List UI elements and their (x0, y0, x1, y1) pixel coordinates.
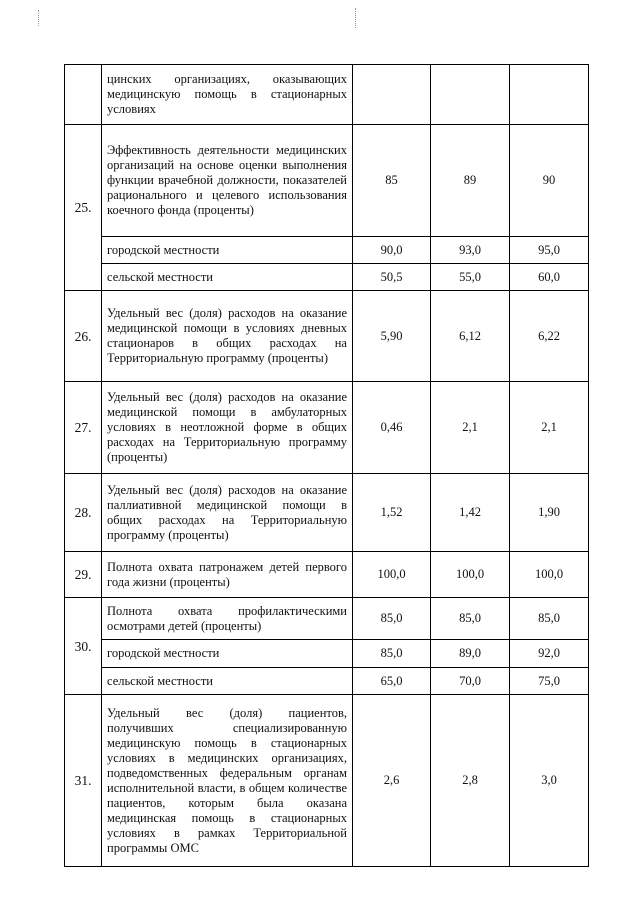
table-row (65, 640, 589, 668)
row-number-cell: 27. (65, 382, 102, 474)
value-cell: 2,8 (431, 695, 510, 867)
value-cell: 6,22 (510, 291, 589, 382)
table-row (65, 65, 589, 125)
table-row (65, 382, 589, 474)
value-cell: 90 (510, 125, 589, 237)
table-row (65, 291, 589, 382)
value-cell: 89 (431, 125, 510, 237)
indicator-text-cell: цинских организациях, оказывающих медицинскую помощь в стационарных условиях (102, 65, 353, 125)
value-cell: 70,0 (431, 668, 510, 695)
table-row (65, 552, 589, 598)
value-cell: 60,0 (510, 264, 589, 291)
value-cell: 95,0 (510, 237, 589, 264)
row-number-cell: 31. (65, 695, 102, 867)
value-cell (510, 65, 589, 125)
scan-mark (355, 8, 356, 28)
value-cell: 85 (353, 125, 431, 237)
value-cell: 100,0 (431, 552, 510, 598)
value-cell: 100,0 (353, 552, 431, 598)
scan-marks (0, 0, 640, 40)
indicator-text-cell: сельской местности (102, 668, 353, 695)
scan-mark (38, 10, 39, 26)
value-cell: 85,0 (510, 598, 589, 640)
value-cell (431, 65, 510, 125)
value-cell: 100,0 (510, 552, 589, 598)
table-row (65, 264, 589, 291)
indicator-text-cell: Полнота охвата патронажем детей первого года жизни (проценты) (102, 552, 353, 598)
table-row (65, 695, 589, 867)
indicator-text-cell: Эффективность деятельности медицинских организаций на основе оценки выполнения функции врачебной должности, показателей рационального и целевого использования коечного фонда (проценты) (102, 125, 353, 237)
value-cell: 85,0 (353, 598, 431, 640)
indicator-text-cell: Полнота охвата профилактическими осмотрами детей (проценты) (102, 598, 353, 640)
table-row (65, 474, 589, 552)
value-cell: 2,1 (510, 382, 589, 474)
table-row (65, 668, 589, 695)
value-cell: 2,6 (353, 695, 431, 867)
value-cell: 50,5 (353, 264, 431, 291)
value-cell: 1,42 (431, 474, 510, 552)
value-cell (353, 65, 431, 125)
value-cell: 89,0 (431, 640, 510, 668)
row-number-cell: 26. (65, 291, 102, 382)
indicator-text-cell: Удельный вес (доля) пациентов, получивших специализированную медицинскую помощь в стационарных условиях в медицинских организациях, подведомственных федеральным органам исполнительной власти, в общем количестве пациентов, которым была оказана медицинская помощь в стационарных условиях в рамках Территориальной программы ОМС (102, 695, 353, 867)
row-number-cell: 28. (65, 474, 102, 552)
table-row (65, 598, 589, 640)
table-row (65, 237, 589, 264)
row-number-cell (65, 65, 102, 125)
indicator-text-cell: городской местности (102, 640, 353, 668)
value-cell: 1,52 (353, 474, 431, 552)
indicator-text-cell: Удельный вес (доля) расходов на оказание медицинской помощи в условиях дневных стационаров в общих расходах на Территориальную программу (проценты) (102, 291, 353, 382)
value-cell: 65,0 (353, 668, 431, 695)
table-row (65, 125, 589, 237)
value-cell: 85,0 (431, 598, 510, 640)
row-number-cell: 25. (65, 125, 102, 291)
value-cell: 75,0 (510, 668, 589, 695)
value-cell: 93,0 (431, 237, 510, 264)
row-number-cell: 29. (65, 552, 102, 598)
value-cell: 5,90 (353, 291, 431, 382)
value-cell: 1,90 (510, 474, 589, 552)
value-cell: 92,0 (510, 640, 589, 668)
value-cell: 3,0 (510, 695, 589, 867)
indicator-text-cell: городской местности (102, 237, 353, 264)
row-number-cell: 30. (65, 598, 102, 695)
value-cell: 85,0 (353, 640, 431, 668)
value-cell: 90,0 (353, 237, 431, 264)
value-cell: 2,1 (431, 382, 510, 474)
value-cell: 55,0 (431, 264, 510, 291)
indicator-text-cell: Удельный вес (доля) расходов на оказание паллиативной медицинской помощи в общих расходах на Территориальную программу (проценты) (102, 474, 353, 552)
value-cell: 6,12 (431, 291, 510, 382)
value-cell: 0,46 (353, 382, 431, 474)
indicators-table (64, 64, 589, 867)
indicator-text-cell: сельской местности (102, 264, 353, 291)
indicator-text-cell: Удельный вес (доля) расходов на оказание медицинской помощи в амбулаторных условиях в неотложной форме в общих расходах на Территориальную программу (проценты) (102, 382, 353, 474)
